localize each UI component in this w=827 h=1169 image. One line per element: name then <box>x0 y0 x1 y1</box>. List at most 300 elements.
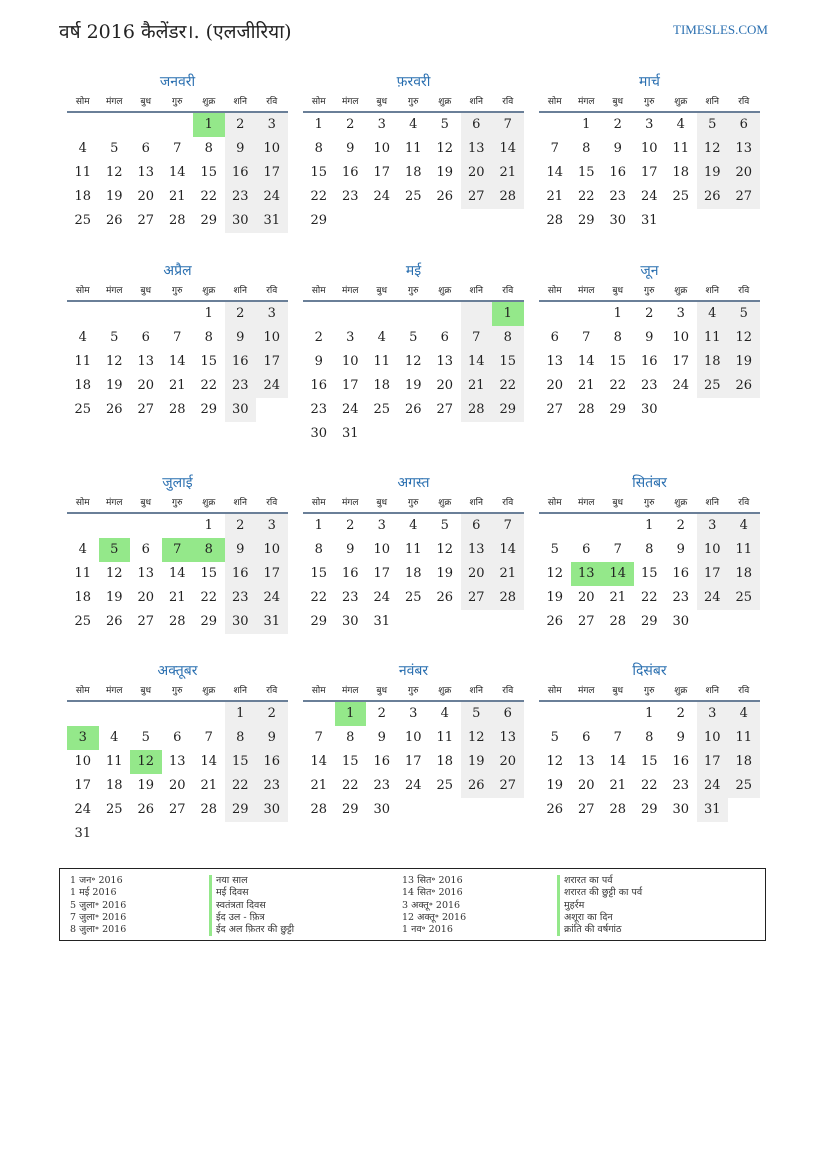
weekday-label: सोम <box>547 498 562 508</box>
day-cell: 5 <box>550 730 559 745</box>
day-cell: 19 <box>105 590 123 605</box>
day-cell: 2 <box>225 302 257 326</box>
day-cell: 9 <box>346 542 355 557</box>
day-cell: 31 <box>74 826 92 841</box>
holiday-legend <box>59 868 766 941</box>
day-cell: 20 <box>492 750 524 774</box>
day-cell: 11 <box>105 754 123 769</box>
day-cell: 26 <box>137 802 155 817</box>
day-cell: 14 <box>492 538 524 562</box>
day-cell: 22 <box>225 774 257 798</box>
day-cell: 15 <box>310 566 328 581</box>
day-cell: 14 <box>168 354 186 369</box>
day-cell: 21 <box>492 161 524 185</box>
day-cell: 15 <box>492 350 524 374</box>
day-cell: 21 <box>577 378 595 393</box>
month-title: अक्तूबर <box>157 663 198 679</box>
day-cell: 31 <box>373 614 391 629</box>
day-cell: 21 <box>492 562 524 586</box>
empty-day-cell <box>162 702 194 726</box>
day-cell: 17 <box>373 165 391 180</box>
weekday-label: रवि <box>502 498 514 508</box>
month-title: अप्रैल <box>163 263 192 279</box>
empty-day-cell <box>398 302 430 326</box>
weekday-label: शुक्र <box>674 686 688 696</box>
month-title: मार्च <box>639 74 660 90</box>
day-cell: 23 <box>609 189 627 204</box>
day-cell: 13 <box>577 754 595 769</box>
day-cell: 4 <box>78 330 87 345</box>
day-cell: 8 <box>204 330 213 345</box>
weekday-label: गुरु <box>644 97 655 107</box>
day-cell: 20 <box>168 778 186 793</box>
weekday-label: सोम <box>547 686 562 696</box>
empty-day-cell <box>429 302 461 326</box>
weekday-label: शनि <box>705 686 719 696</box>
day-cell: 28 <box>200 802 218 817</box>
empty-day-cell <box>99 702 131 726</box>
day-cell: 23 <box>640 378 658 393</box>
day-cell: 21 <box>609 778 627 793</box>
weekday-label: गुरु <box>408 286 419 296</box>
weekday-label: बुध <box>140 286 152 296</box>
month-title: जुलाई <box>162 475 193 491</box>
day-cell: 28 <box>609 614 627 629</box>
day-cell: 1 <box>204 306 213 321</box>
day-cell: 21 <box>168 189 186 204</box>
day-cell: 23 <box>672 778 690 793</box>
day-cell: 21 <box>200 778 218 793</box>
weekday-label: शनि <box>469 498 483 508</box>
day-grid <box>303 302 524 446</box>
day-cell: 9 <box>256 726 288 750</box>
day-cell: 26 <box>546 802 564 817</box>
weekday-label: बुध <box>376 97 388 107</box>
day-cell: 16 <box>225 350 257 374</box>
day-cell: 22 <box>577 189 595 204</box>
empty-day-cell <box>303 302 335 326</box>
day-cell: 15 <box>225 750 257 774</box>
weekday-label: मंगल <box>577 286 595 296</box>
day-cell: 26 <box>728 374 760 398</box>
day-cell: 31 <box>697 798 729 822</box>
empty-day-cell <box>461 302 493 326</box>
day-cell: 28 <box>577 402 595 417</box>
day-cell: 26 <box>404 402 422 417</box>
empty-day-cell <box>67 113 99 137</box>
day-cell: 15 <box>577 165 595 180</box>
day-cell: 16 <box>341 566 359 581</box>
day-cell: 4 <box>409 518 418 533</box>
day-cell: 25 <box>373 402 391 417</box>
day-cell: 25 <box>74 402 92 417</box>
day-cell: 14 <box>577 354 595 369</box>
day-cell: 23 <box>225 586 257 610</box>
month-title: मई <box>405 263 422 279</box>
day-cell: 7 <box>613 542 622 557</box>
day-cell: 27 <box>137 402 155 417</box>
day-cell: 4 <box>676 117 685 132</box>
day-cell: 30 <box>225 209 257 233</box>
day-cell: 5 <box>141 730 150 745</box>
day-cell: 28 <box>546 213 564 228</box>
legend-holiday-name: नया साल <box>209 875 294 887</box>
day-cell: 24 <box>672 378 690 393</box>
day-cell: 9 <box>613 141 622 156</box>
day-cell: 19 <box>137 778 155 793</box>
day-cell: 10 <box>697 726 729 750</box>
day-cell: 15 <box>200 165 218 180</box>
weekday-label: मंगल <box>577 498 595 508</box>
day-cell: 8 <box>314 141 323 156</box>
day-cell: 27 <box>577 802 595 817</box>
day-cell: 16 <box>225 562 257 586</box>
day-cell: 12 <box>546 754 564 769</box>
legend-date: 1 जन॰ 2016 <box>70 875 123 886</box>
weekday-label: शुक्र <box>202 97 216 107</box>
day-cell: 14 <box>609 754 627 769</box>
day-cell: 23 <box>225 374 257 398</box>
day-cell: 11 <box>697 326 729 350</box>
empty-day-cell <box>602 702 634 726</box>
month-calendar <box>67 472 288 634</box>
weekday-label: सोम <box>311 97 326 107</box>
month-title: दिसंबर <box>632 663 667 679</box>
day-cell: 18 <box>105 778 123 793</box>
day-cell: 11 <box>373 354 391 369</box>
day-cell: 1 <box>204 518 213 533</box>
weekday-label: सोम <box>311 286 326 296</box>
day-cell: 6 <box>173 730 182 745</box>
empty-day-cell <box>99 514 131 538</box>
day-cell: 25 <box>728 774 760 798</box>
weekday-label: मंगल <box>577 686 595 696</box>
weekday-header-row <box>539 494 760 514</box>
weekday-label: सोम <box>75 97 90 107</box>
day-cell: 13 <box>461 137 493 161</box>
month-title: जून <box>640 263 659 279</box>
day-grid <box>539 113 760 233</box>
day-grid <box>67 514 288 634</box>
day-cell: 10 <box>640 141 658 156</box>
day-cell: 8 <box>645 730 654 745</box>
day-cell: 9 <box>377 730 386 745</box>
weekday-label: शनि <box>705 97 719 107</box>
day-cell: 10 <box>697 538 729 562</box>
weekday-label: सोम <box>311 686 326 696</box>
day-cell: 2 <box>346 117 355 132</box>
weekday-label: शुक्र <box>674 97 688 107</box>
weekday-label: सोम <box>311 498 326 508</box>
weekday-label: शनि <box>469 286 483 296</box>
day-cell: 9 <box>645 330 654 345</box>
day-cell: 23 <box>341 189 359 204</box>
legend-dates-left <box>70 875 126 936</box>
day-cell: 4 <box>728 702 760 726</box>
weekday-label: शनि <box>705 286 719 296</box>
day-cell: 21 <box>310 778 328 793</box>
day-cell: 12 <box>546 566 564 581</box>
weekday-label: मंगल <box>341 286 359 296</box>
day-cell: 25 <box>728 586 760 610</box>
day-cell: 18 <box>404 165 422 180</box>
legend-holiday-name: मुहर्रम <box>557 900 642 912</box>
day-cell: 24 <box>697 586 729 610</box>
holiday-day-cell: 7 <box>162 538 194 562</box>
month-calendar <box>539 71 760 233</box>
holiday-day-cell: 1 <box>492 302 524 326</box>
day-cell: 18 <box>74 189 92 204</box>
month-calendar <box>67 260 288 422</box>
day-cell: 9 <box>346 141 355 156</box>
day-cell: 7 <box>204 730 213 745</box>
day-cell: 19 <box>461 750 493 774</box>
legend-holiday-name: शरारत की छुट्टी का पर्व <box>557 887 642 899</box>
day-cell: 20 <box>137 590 155 605</box>
day-cell: 6 <box>582 542 591 557</box>
weekday-label: रवि <box>502 686 514 696</box>
day-cell: 28 <box>168 213 186 228</box>
empty-day-cell <box>67 514 99 538</box>
day-cell: 24 <box>640 189 658 204</box>
day-cell: 10 <box>373 141 391 156</box>
day-cell: 2 <box>613 117 622 132</box>
weekday-label: शनि <box>469 686 483 696</box>
day-cell: 15 <box>310 165 328 180</box>
day-cell: 11 <box>74 354 92 369</box>
day-cell: 1 <box>613 306 622 321</box>
weekday-label: रवि <box>266 97 278 107</box>
day-cell: 2 <box>676 706 685 721</box>
day-cell: 16 <box>672 566 690 581</box>
empty-day-cell <box>162 514 194 538</box>
day-cell: 12 <box>105 165 123 180</box>
day-cell: 25 <box>404 189 422 204</box>
day-cell: 11 <box>728 726 760 750</box>
day-cell: 12 <box>436 542 454 557</box>
weekday-label: गुरु <box>644 286 655 296</box>
day-cell: 26 <box>436 590 454 605</box>
empty-day-cell <box>67 702 99 726</box>
legend-date: 12 अक्तू॰ 2016 <box>402 911 467 923</box>
day-cell: 24 <box>373 189 391 204</box>
day-cell: 11 <box>74 165 92 180</box>
day-cell: 30 <box>256 798 288 822</box>
day-cell: 21 <box>609 590 627 605</box>
weekday-label: मंगल <box>341 498 359 508</box>
day-cell: 27 <box>168 802 186 817</box>
empty-day-cell <box>162 113 194 137</box>
day-cell: 8 <box>613 330 622 345</box>
day-cell: 2 <box>314 330 323 345</box>
day-cell: 5 <box>728 302 760 326</box>
day-cell: 10 <box>256 538 288 562</box>
day-cell: 17 <box>256 161 288 185</box>
legend-date: 5 जुला॰ 2016 <box>70 899 127 911</box>
day-cell: 19 <box>436 165 454 180</box>
month-calendar <box>303 660 524 822</box>
day-cell: 17 <box>256 562 288 586</box>
day-cell: 11 <box>672 141 690 156</box>
day-cell: 10 <box>256 326 288 350</box>
day-cell: 5 <box>110 141 119 156</box>
weekday-label: मंगल <box>105 686 123 696</box>
weekday-label: मंगल <box>341 686 359 696</box>
day-cell: 18 <box>373 378 391 393</box>
day-cell: 28 <box>168 402 186 417</box>
day-cell: 12 <box>728 326 760 350</box>
day-cell: 8 <box>204 141 213 156</box>
day-cell: 20 <box>461 562 493 586</box>
day-cell: 7 <box>492 113 524 137</box>
day-cell: 4 <box>697 302 729 326</box>
day-cell: 9 <box>225 538 257 562</box>
empty-day-cell <box>130 514 162 538</box>
day-grid <box>539 302 760 422</box>
day-cell: 28 <box>492 185 524 209</box>
day-cell: 13 <box>168 754 186 769</box>
day-cell: 20 <box>137 189 155 204</box>
day-cell: 8 <box>645 542 654 557</box>
weekday-label: रवि <box>266 686 278 696</box>
empty-day-cell <box>602 514 634 538</box>
weekday-label: रवि <box>738 97 750 107</box>
day-cell: 14 <box>168 165 186 180</box>
site-link[interactable]: TIMESLES.COM <box>673 22 768 37</box>
day-cell: 3 <box>645 117 654 132</box>
day-cell: 20 <box>577 778 595 793</box>
empty-day-cell <box>539 702 571 726</box>
day-cell: 7 <box>173 330 182 345</box>
weekday-label: रवि <box>502 97 514 107</box>
weekday-label: रवि <box>738 286 750 296</box>
empty-day-cell <box>99 302 131 326</box>
month-calendar <box>303 71 524 233</box>
day-cell: 9 <box>225 326 257 350</box>
day-cell: 26 <box>546 614 564 629</box>
day-cell: 17 <box>373 566 391 581</box>
day-cell: 22 <box>640 778 658 793</box>
weekday-label: रवि <box>738 686 750 696</box>
day-cell: 18 <box>74 590 92 605</box>
day-cell: 30 <box>225 398 257 422</box>
day-cell: 17 <box>341 378 359 393</box>
day-cell: 23 <box>373 778 391 793</box>
day-cell: 13 <box>728 137 760 161</box>
day-cell: 6 <box>141 330 150 345</box>
day-cell: 1 <box>314 117 323 132</box>
day-cell: 27 <box>546 402 564 417</box>
empty-day-cell <box>571 302 603 326</box>
day-cell: 6 <box>582 730 591 745</box>
empty-day-cell <box>303 702 335 726</box>
day-grid <box>67 302 288 422</box>
day-cell: 20 <box>728 161 760 185</box>
day-cell: 29 <box>341 802 359 817</box>
day-cell: 17 <box>640 165 658 180</box>
day-cell: 22 <box>200 590 218 605</box>
empty-day-cell <box>539 514 571 538</box>
day-cell: 2 <box>256 702 288 726</box>
weekday-header-row <box>303 682 524 702</box>
day-cell: 5 <box>440 518 449 533</box>
day-cell: 25 <box>672 189 690 204</box>
empty-day-cell <box>130 113 162 137</box>
weekday-label: गुरु <box>408 686 419 696</box>
day-cell: 15 <box>341 754 359 769</box>
day-cell: 7 <box>461 326 493 350</box>
day-cell: 17 <box>404 754 422 769</box>
day-cell: 31 <box>341 426 359 441</box>
weekday-header-row <box>67 494 288 514</box>
day-cell: 8 <box>225 726 257 750</box>
day-cell: 21 <box>168 378 186 393</box>
day-cell: 14 <box>461 350 493 374</box>
day-cell: 1 <box>645 706 654 721</box>
day-cell: 15 <box>640 754 658 769</box>
day-cell: 20 <box>137 378 155 393</box>
day-cell: 14 <box>200 754 218 769</box>
day-cell: 6 <box>440 330 449 345</box>
day-cell: 21 <box>546 189 564 204</box>
day-cell: 13 <box>546 354 564 369</box>
day-cell: 29 <box>492 398 524 422</box>
day-cell: 23 <box>225 185 257 209</box>
day-cell: 2 <box>225 514 257 538</box>
weekday-label: शनि <box>705 498 719 508</box>
empty-day-cell <box>99 113 131 137</box>
day-cell: 26 <box>697 185 729 209</box>
day-cell: 1 <box>645 518 654 533</box>
day-grid <box>67 113 288 233</box>
weekday-label: बुध <box>612 498 624 508</box>
legend-date: 7 जुला॰ 2016 <box>70 911 127 923</box>
day-cell: 12 <box>461 726 493 750</box>
day-cell: 24 <box>256 374 288 398</box>
day-cell: 5 <box>110 330 119 345</box>
day-grid <box>303 113 524 233</box>
day-cell: 1 <box>225 702 257 726</box>
day-cell: 22 <box>609 378 627 393</box>
empty-day-cell <box>335 302 367 326</box>
day-cell: 20 <box>546 378 564 393</box>
day-cell: 3 <box>346 330 355 345</box>
day-cell: 5 <box>461 702 493 726</box>
weekday-header-row <box>67 682 288 702</box>
empty-day-cell <box>162 302 194 326</box>
day-cell: 12 <box>404 354 422 369</box>
month-title: जनवरी <box>159 74 196 90</box>
day-cell: 15 <box>200 354 218 369</box>
month-calendar <box>303 260 524 446</box>
day-cell: 16 <box>373 754 391 769</box>
day-cell: 25 <box>74 213 92 228</box>
day-cell: 28 <box>168 614 186 629</box>
day-cell: 6 <box>141 141 150 156</box>
day-cell: 10 <box>256 137 288 161</box>
day-cell: 27 <box>492 774 524 798</box>
weekday-label: मंगल <box>105 97 123 107</box>
weekday-header-row <box>303 282 524 302</box>
day-cell: 5 <box>409 330 418 345</box>
month-calendar <box>67 71 288 233</box>
day-cell: 4 <box>440 706 449 721</box>
day-cell: 30 <box>672 802 690 817</box>
legend-names-left <box>209 875 294 936</box>
day-cell: 16 <box>341 165 359 180</box>
legend-date: 1 नव॰ 2016 <box>402 924 453 936</box>
weekday-label: शुक्र <box>438 686 452 696</box>
